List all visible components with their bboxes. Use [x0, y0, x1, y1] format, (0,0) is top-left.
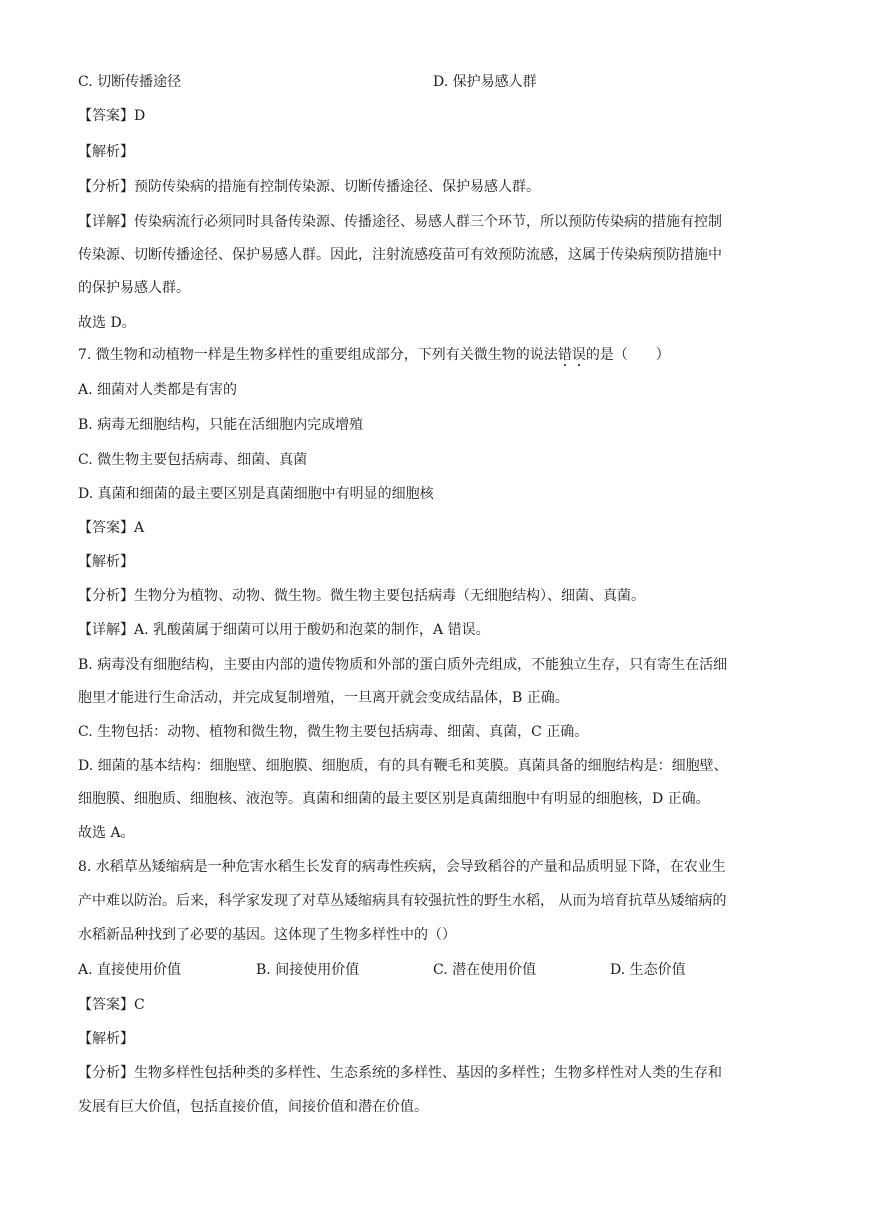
q7-option-a: A. 细菌对人类都是有害的 [78, 382, 238, 398]
q6-answer: 【答案】D [78, 108, 146, 124]
q7-detail-b-line-2: 胞里才能进行生命活动，并完成复制增殖，一旦离开就会变成结晶体，B 正确。 [78, 690, 569, 706]
q8-analysis-line-2: 发展有巨大价值，包括直接价值，间接价值和潜在价值。 [78, 1099, 428, 1115]
q8-stem-line-1: 8. 水稻草丛矮缩病是一种危害水稻生长发育的病毒性疾病，会导致稻谷的产量和品质明显下降，在农业生 [78, 859, 726, 875]
q6-conclusion: 故选 D。 [78, 315, 136, 331]
q6-detail-line-3: 的保护易感人群。 [78, 280, 190, 296]
q7-answer: 【答案】A [78, 520, 145, 536]
q7-stem-part-1: 7. 微生物和动植物一样是生物多样性的重要组成部分，下列有关微生物的说法 [78, 347, 558, 363]
q7-analysis: 【分析】生物分为植物、动物、微生物。微生物主要包括病毒（无细胞结构）、细菌、真菌。 [78, 588, 645, 604]
q6-detail-line-1: 【详解】传染病流行必须同时具备传染源、传播途径、易感人群三个环节，所以预防传染病的措施有控制 [78, 214, 722, 230]
q8-stem-line-3: 水稻新品种找到了必要的基因。这体现了生物多样性中的（） [78, 927, 456, 943]
q8-option-d: D. 生态价值 [610, 962, 686, 978]
q6-option-c: C. 切断传播途径 [78, 74, 182, 90]
q8-option-a: A. 直接使用价值 [78, 962, 182, 978]
q7-option-c: C. 微生物主要包括病毒、细菌、真菌 [78, 452, 308, 468]
q7-stem [78, 345, 798, 365]
q7-detail-c: C. 生物包括：动物、植物和微生物，微生物主要包括病毒、细菌、真菌，C 正确。 [78, 724, 589, 740]
q8-option-b: B. 间接使用价值 [256, 962, 360, 978]
q7-detail-d-line-2: 细胞膜、细胞质、细胞核、液泡等。真菌和细菌的最主要区别是真菌细胞中有明显的细胞核，D 正确。 [78, 791, 710, 807]
q7-emphasis-char-1: 错 [557, 347, 572, 363]
q7-analysis-heading: 【解析】 [78, 554, 134, 570]
q7-option-d: D. 真菌和细菌的最主要区别是真菌细胞中有明显的细胞核 [78, 486, 434, 502]
q7-detail-d-line-1: D. 细菌的基本结构：细胞壁、细胞膜、细胞质，有的具有鞭毛和荚膜。真菌具备的细胞结构是：细胞壁、 [78, 758, 728, 774]
q6-analysis-heading: 【解析】 [78, 144, 134, 160]
q7-option-b: B. 病毒无细胞结构，只能在活细胞内完成增殖 [78, 417, 364, 433]
q7-detail-b-line-1: B. 病毒没有细胞结构，主要由内部的遗传物质和外部的蛋白质外壳组成，不能独立生存，只有寄生在活细 [78, 657, 728, 673]
q6-detail-line-2: 传染源、切断传播途径、保护易感人群。因此，注射流感疫苗可有效预防流感，这属于传染病预防措施中 [78, 247, 722, 263]
q6-analysis: 【分析】预防传染病的措施有控制传染源、切断传播途径、保护易感人群。 [78, 179, 540, 195]
q7-conclusion: 故选 A。 [78, 825, 135, 841]
q8-option-c: C. 潜在使用价值 [433, 962, 537, 978]
q7-detail-a: 【详解】A. 乳酸菌属于细菌可以用于酸奶和泡菜的制作，A 错误。 [78, 622, 490, 638]
q7-stem-part-2: 的是（ ） [585, 347, 670, 363]
q8-stem-line-2: 产中难以防治。后来，科学家发现了对草丛矮缩病具有较强抗性的野生水稻， 从而为培育抗草丛矮缩病的 [78, 893, 727, 909]
q8-analysis-line-1: 【分析】生物多样性包括种类的多样性、生态系统的多样性、基因的多样性；生物多样性对人类的生存和 [78, 1065, 722, 1081]
q8-answer: 【答案】C [78, 997, 145, 1013]
q6-option-d: D. 保护易感人群 [433, 74, 537, 90]
q7-emphasis-char-2: 误 [571, 347, 586, 363]
q8-analysis-heading: 【解析】 [78, 1031, 134, 1047]
